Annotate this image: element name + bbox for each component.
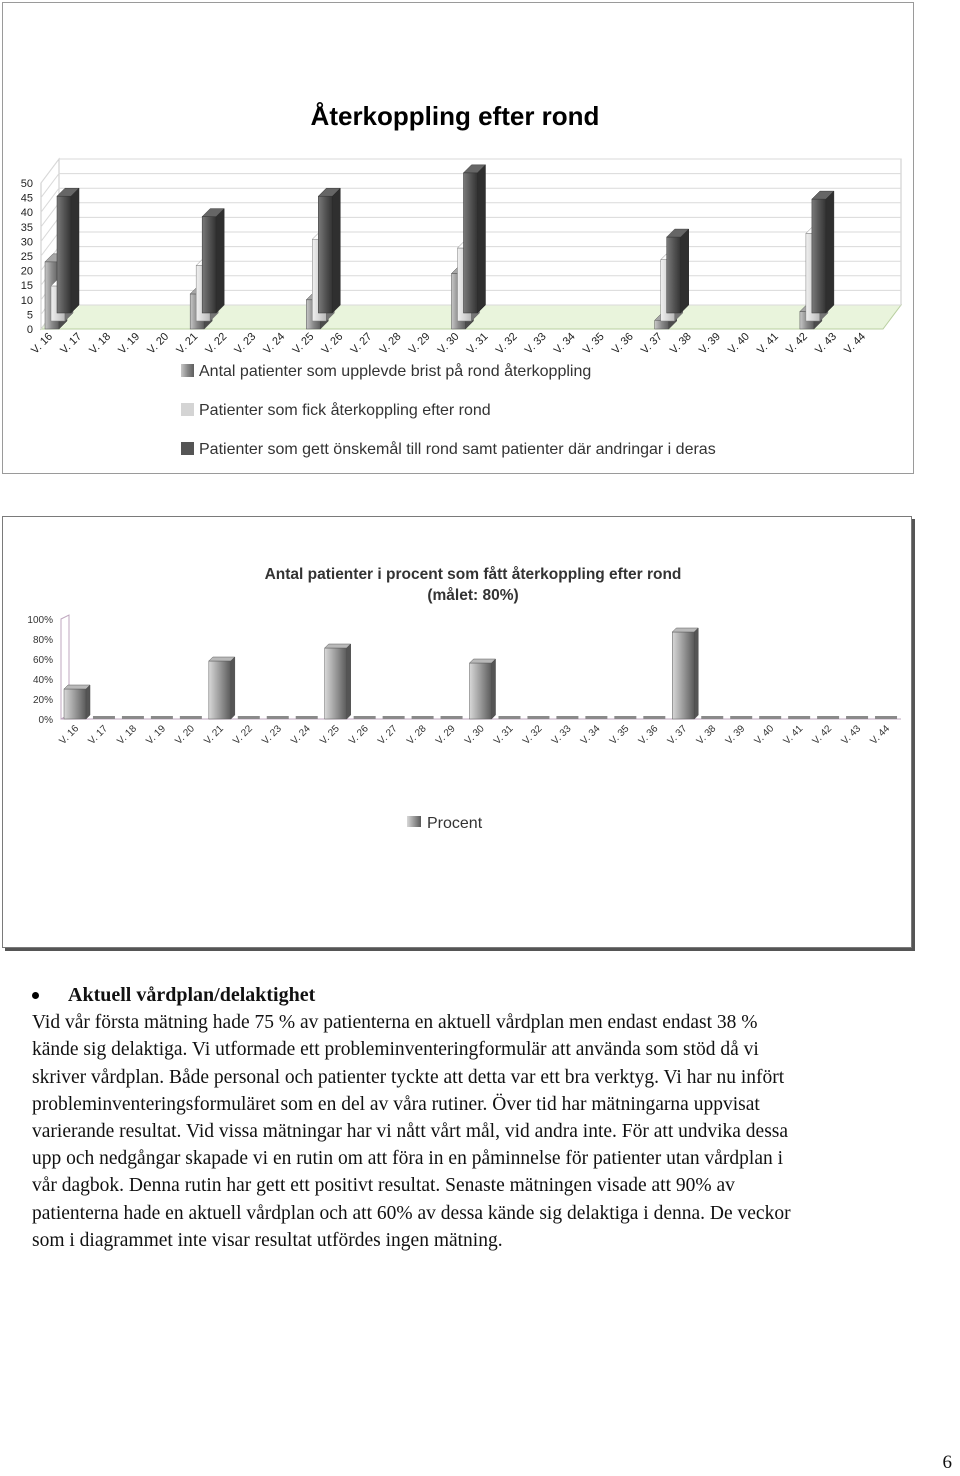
y-tick-label: 25	[20, 251, 33, 263]
bar-empty	[498, 716, 520, 719]
bar-series-group	[64, 628, 897, 719]
paragraph-line: patienterna hade en aktuell vårdplan och att 60% av dessa kände sig delaktiga i denna. De veckor	[32, 1202, 791, 1224]
bar	[325, 644, 351, 719]
bar-empty	[122, 716, 144, 719]
chart-title	[265, 566, 682, 604]
bar-side	[694, 628, 698, 719]
x-tick-label: V. 29	[406, 330, 433, 357]
y-tick-label: 30	[20, 236, 33, 249]
x-tick-label: V. 26	[319, 330, 346, 357]
bar-empty	[585, 716, 607, 719]
x-tick-label: V. 23	[232, 330, 259, 357]
x-tick-label: V. 34	[578, 723, 603, 747]
paragraph-line: probleminventeringsformuläret som en del av våra rutiner. Över tid har mätningarna uppvisat	[32, 1093, 760, 1115]
bar-empty	[730, 716, 752, 719]
percent-chart-svg	[3, 517, 911, 947]
percent-chart	[2, 516, 912, 948]
y-tick-label: 0%	[38, 715, 53, 726]
bar-side	[477, 165, 485, 313]
bar-side	[681, 229, 689, 313]
page-number: 6	[942, 1452, 952, 1473]
bar-empty	[180, 716, 202, 719]
x-tick-label: V. 19	[144, 723, 169, 747]
bar-side	[826, 191, 834, 313]
bar-empty	[759, 716, 781, 719]
x-tick-label: V. 38	[667, 330, 694, 357]
bar-empty	[846, 716, 868, 719]
section-text	[32, 982, 957, 1254]
x-tick-label: V. 44	[842, 330, 869, 357]
bar	[470, 659, 496, 719]
feedback-chart-svg	[3, 3, 913, 473]
legend-swatch	[181, 442, 194, 455]
bar-front	[202, 217, 216, 313]
feedback-chart	[2, 2, 914, 474]
bar-side	[86, 685, 90, 719]
x-tick-label: V. 24	[289, 723, 313, 747]
x-tick-label: V. 34	[551, 330, 578, 357]
y-tick-label: 80%	[32, 635, 53, 646]
x-tick-label: V. 40	[752, 723, 777, 747]
bar-top	[470, 659, 496, 663]
bar-front	[470, 663, 492, 719]
x-tick-label: V. 33	[549, 723, 574, 747]
bar-empty	[556, 716, 578, 719]
chart-title: Återkoppling efter rond	[310, 101, 600, 131]
bar-front	[318, 196, 332, 313]
x-tick-label: V. 39	[723, 723, 748, 747]
y-axis-ticks	[21, 178, 33, 336]
bar-front	[209, 661, 231, 719]
x-tick-label: V. 27	[348, 330, 375, 357]
y-tick-label: 45	[20, 192, 33, 205]
x-tick-label: V. 31	[491, 723, 516, 747]
x-tick-label: V. 28	[377, 330, 404, 357]
bar	[57, 188, 79, 313]
bar-empty	[151, 716, 173, 719]
x-tick-label: V. 39	[696, 330, 723, 357]
title-line: (målet: 80%)	[427, 587, 519, 604]
paragraph-line: som i diagrammet inte visar resultat utfördes ingen mätning.	[32, 1229, 503, 1251]
bar-side	[492, 659, 496, 719]
x-tick-label: V. 23	[260, 723, 284, 747]
bar-empty	[701, 716, 723, 719]
legend-swatch	[407, 816, 421, 827]
bar-front	[463, 173, 477, 313]
legend-swatch	[181, 364, 194, 377]
x-tick-label: V. 32	[520, 723, 545, 747]
y-tick-label: 100%	[27, 615, 53, 626]
bar-empty	[788, 716, 810, 719]
legend-label: Patienter som gett önskemål till rond samt patienter där andringar i deras	[199, 441, 716, 458]
bar-empty	[875, 716, 897, 719]
x-tick-label: V. 26	[347, 723, 371, 747]
bar-empty	[296, 716, 318, 719]
x-tick-label: V. 17	[86, 723, 111, 747]
x-tick-label: V. 18	[87, 330, 114, 357]
x-tick-label: V. 43	[813, 330, 840, 357]
bar-front	[672, 632, 694, 719]
bar-empty	[412, 716, 434, 719]
x-tick-label: V. 20	[145, 330, 172, 357]
bar-top	[325, 644, 351, 648]
y-tick-label: 5	[26, 309, 33, 322]
bar-front	[57, 196, 71, 313]
x-tick-label: V. 16	[29, 330, 56, 357]
paragraph-line: varierande resultat. Vid vissa mätningar har vi nått vårt mål, vid andra inte. För att undvika dessa	[32, 1121, 789, 1143]
chart-legend	[407, 815, 483, 832]
x-tick-label: V. 41	[755, 330, 781, 357]
x-tick-label: V. 25	[290, 330, 317, 357]
legend-label: Patienter som fick återkoppling efter rond	[199, 402, 491, 419]
x-tick-label: V. 27	[376, 723, 400, 747]
x-axis-ticks	[29, 331, 868, 357]
legend-label: Antal patienter som upplevde brist på rond återkoppling	[199, 363, 592, 380]
x-tick-label: V. 17	[58, 330, 85, 357]
y-tick-label: 50	[20, 178, 33, 190]
bar	[202, 209, 224, 313]
x-axis-ticks	[57, 723, 892, 747]
bar-empty	[93, 716, 115, 719]
y-tick-label: 20	[20, 265, 33, 278]
x-tick-label: V. 30	[435, 330, 462, 357]
y-tick-label: 40	[20, 207, 33, 220]
bar-empty	[238, 716, 260, 719]
bar	[64, 685, 90, 719]
bar-front	[667, 237, 681, 313]
paragraph-line: vår dagbok. Denna rutin har gett ett positivt resultat. Senaste mätningen visade att 90% av	[32, 1175, 735, 1197]
paragraph-line: upp och nedgångar skapade vi en rutin om att föra in en påminnelse för patienter utan vårdplan i	[32, 1148, 784, 1170]
bar-side	[347, 644, 351, 719]
x-tick-label: V. 21	[202, 723, 226, 747]
paragraph-line: skriver vårdplan. Både personal och patienter tyckte att detta var ett bra verktyg. Vi har nu infört	[32, 1066, 785, 1088]
bar-empty	[383, 716, 405, 719]
y-axis-ticks	[27, 615, 53, 726]
x-tick-label: V. 32	[493, 330, 520, 357]
bar-front	[325, 648, 347, 719]
x-tick-label: V. 42	[810, 723, 835, 747]
bar-empty	[267, 716, 289, 719]
x-tick-label: V. 35	[580, 330, 607, 357]
title-line: Antal patienter i procent som fått återkoppling efter rond	[264, 566, 682, 583]
bar-side	[216, 209, 224, 313]
x-tick-label: V. 33	[522, 330, 549, 357]
x-tick-label: V. 20	[173, 723, 197, 747]
bar-empty	[643, 716, 665, 719]
y-tick-label: 10	[20, 294, 33, 307]
chart-legend	[181, 362, 716, 458]
x-tick-label: V. 41	[781, 723, 806, 747]
bar-empty	[817, 716, 839, 719]
bar-side	[71, 188, 79, 313]
x-tick-label: V. 21	[174, 330, 201, 357]
x-tick-label: V. 42	[784, 330, 811, 357]
x-tick-label: V. 37	[638, 330, 665, 357]
x-tick-label: V. 28	[405, 723, 429, 747]
x-tick-label: V. 43	[839, 723, 864, 747]
x-tick-label: V. 22	[231, 723, 255, 747]
bar-top	[672, 628, 698, 632]
y-tick-label: 40%	[32, 675, 53, 686]
bar-empty	[527, 716, 549, 719]
legend-label: Procent	[427, 815, 483, 832]
bar	[812, 191, 834, 313]
bar	[672, 628, 698, 719]
x-tick-label: V. 25	[318, 723, 342, 747]
paragraph-line: Vid vår första mätning hade 75 % av patienterna en aktuell vårdplan men endast endast 38 %	[32, 1012, 758, 1034]
bar-front	[812, 199, 826, 313]
bar-front	[64, 689, 86, 719]
bullet-icon	[32, 992, 39, 999]
x-tick-label: V. 37	[665, 723, 690, 747]
y-tick-label: 15	[20, 280, 33, 293]
bar	[463, 165, 485, 313]
x-tick-label: V. 40	[726, 330, 752, 357]
bar-empty	[354, 716, 376, 719]
x-tick-label: V. 36	[609, 330, 636, 357]
section-heading	[32, 982, 957, 1009]
x-tick-label: V. 38	[694, 723, 719, 747]
bar	[318, 188, 340, 313]
legend-swatch	[181, 403, 194, 416]
x-tick-label: V. 44	[868, 723, 893, 747]
y-tick-label: 35	[20, 221, 33, 234]
bar-front	[655, 320, 669, 329]
x-tick-label: V. 30	[462, 723, 487, 747]
x-tick-label: V. 16	[57, 723, 82, 747]
y-tick-label: 20%	[32, 695, 53, 706]
x-tick-label: V. 36	[636, 723, 661, 747]
paragraph-line: kände sig delaktiga. Vi utformade ett probleminventeringformulär att använda som stöd då vi	[32, 1039, 759, 1061]
bar-top	[209, 657, 235, 661]
bar-side	[231, 657, 235, 719]
x-tick-label: V. 19	[116, 330, 143, 357]
x-tick-label: V. 24	[261, 330, 288, 357]
bar-empty	[614, 716, 636, 719]
bar-side	[332, 188, 340, 313]
bar	[667, 229, 689, 313]
x-tick-label: V. 18	[115, 723, 140, 747]
bar-top	[64, 685, 90, 689]
x-tick-label: V. 31	[464, 330, 491, 357]
x-tick-label: V. 22	[203, 330, 230, 357]
section-heading-text: Aktuell vårdplan/delaktighet	[68, 984, 316, 1006]
y-tick-label: 0	[26, 324, 33, 336]
bar	[209, 657, 235, 719]
y-tick-label: 60%	[32, 655, 53, 666]
x-tick-label: V. 29	[434, 723, 458, 747]
x-tick-label: V. 35	[607, 723, 632, 747]
bar-empty	[441, 716, 463, 719]
